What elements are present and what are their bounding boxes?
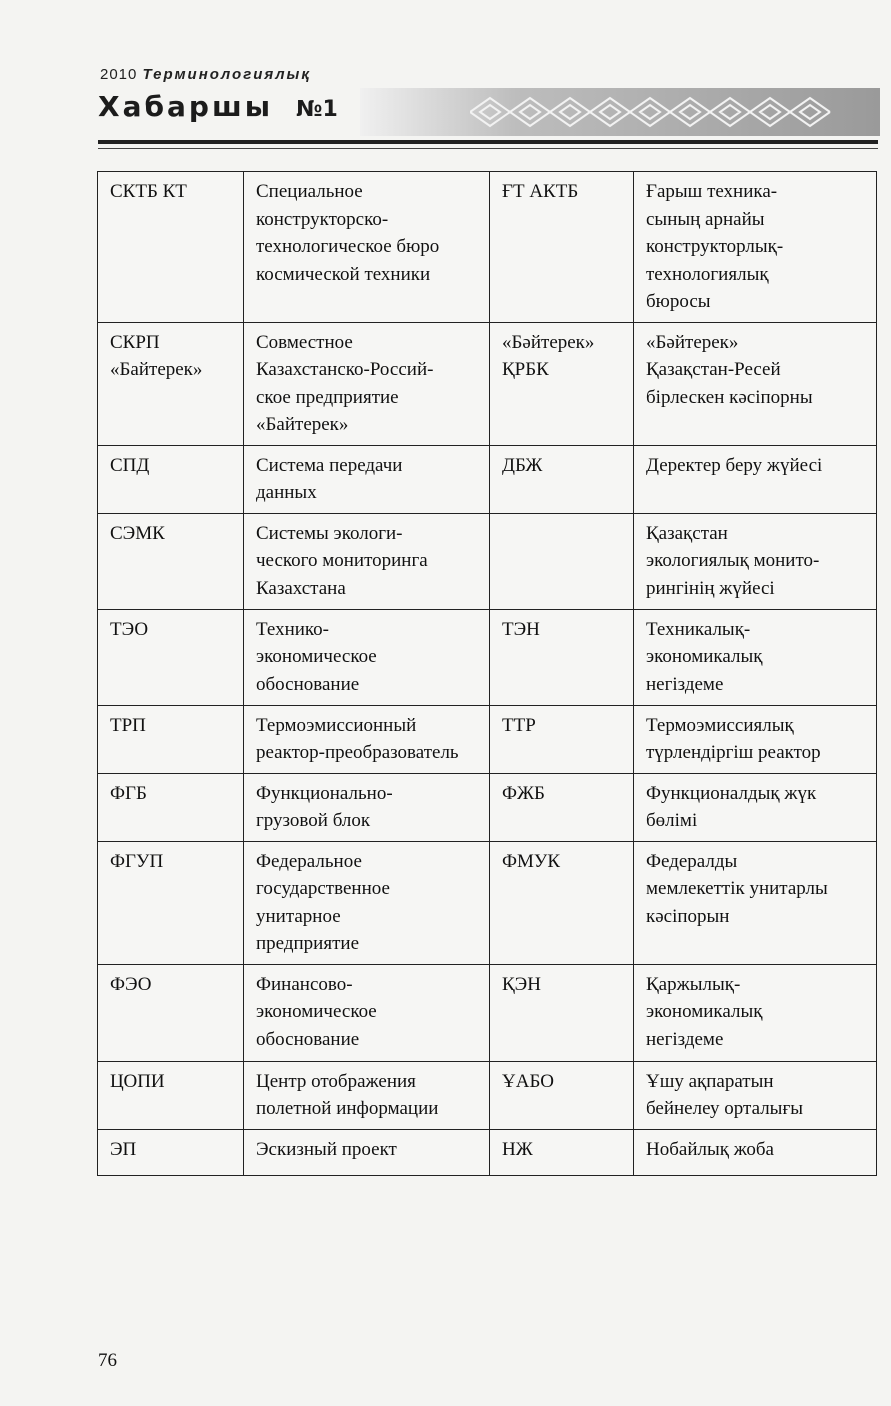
term-kz: Федералды мемлекеттік унитарлы кәсіпорын: [634, 841, 877, 964]
term-ru: Федеральное государственное унитарное предприятие: [244, 841, 490, 964]
term-kz: Деректер беру жүйесі: [634, 445, 877, 513]
issue-number: №1: [296, 97, 338, 122]
table-row: [98, 841, 877, 964]
abbreviation-ru: СПД: [98, 445, 244, 513]
abbreviation-kz: [490, 513, 634, 609]
abbreviation-kz: ФЖБ: [490, 773, 634, 841]
table-row: [98, 322, 877, 445]
table-row: [98, 609, 877, 705]
term-ru: Технико- экономическое обоснование: [244, 609, 490, 705]
term-kz: Функционалдық жүк бөлімі: [634, 773, 877, 841]
term-ru: Система передачи данных: [244, 445, 490, 513]
abbreviation-kz: ТТР: [490, 705, 634, 773]
term-ru: Эскизный проект: [244, 1129, 490, 1175]
header-divider-thin: [98, 148, 878, 149]
abbreviation-kz: ҚЭН: [490, 964, 634, 1061]
page-number: 76: [98, 1350, 117, 1371]
abbreviation-kz: ҒТ АКТБ: [490, 172, 634, 323]
abbreviation-kz: ДБЖ: [490, 445, 634, 513]
abbreviations-table: [97, 171, 877, 1176]
abbreviation-kz: ҰАБО: [490, 1061, 634, 1129]
abbreviation-ru: СЭМК: [98, 513, 244, 609]
term-ru: Финансово- экономическое обоснование: [244, 964, 490, 1061]
header-divider: [98, 140, 878, 144]
term-kz: Нобайлық жоба: [634, 1129, 877, 1175]
abbreviation-kz: НЖ: [490, 1129, 634, 1175]
term-kz: Термоэмиссиялық түрлендіргіш реактор: [634, 705, 877, 773]
term-kz: Ұшу ақпаратын бейнелеу орталығы: [634, 1061, 877, 1129]
running-header: [100, 66, 311, 83]
journal-title: Хабаршы: [98, 90, 274, 123]
table-row: [98, 773, 877, 841]
term-ru: Совместное Казахстанско-Россий- ское предприятие «Байтерек»: [244, 322, 490, 445]
header-year: 2010: [100, 66, 138, 83]
abbreviation-ru: ЦОПИ: [98, 1061, 244, 1129]
header-subtitle: Терминологиялық: [142, 66, 311, 83]
abbreviation-kz: «Бәйтерек» ҚРБК: [490, 322, 634, 445]
ornament-band: [360, 88, 880, 136]
term-kz: Қазақстан экологиялық монито- рингінің жүйесі: [634, 513, 877, 609]
term-kz: Қаржылық- экономикалық негіздеме: [634, 964, 877, 1061]
term-kz: Техникалық- экономикалық негіздеме: [634, 609, 877, 705]
abbreviation-ru: ФГУП: [98, 841, 244, 964]
term-ru: Системы экологи- ческого мониторинга Казахстана: [244, 513, 490, 609]
abbreviation-ru: ТЭО: [98, 609, 244, 705]
table-row: [98, 964, 877, 1061]
abbreviation-ru: ЭП: [98, 1129, 244, 1175]
abbreviation-ru: ТРП: [98, 705, 244, 773]
term-ru: Специальное конструкторско- технологическое бюро космической техники: [244, 172, 490, 323]
term-ru: Функционально- грузовой блок: [244, 773, 490, 841]
ornament-pattern-icon: [470, 92, 870, 132]
abbreviation-ru: СКТБ КТ: [98, 172, 244, 323]
table-row: [98, 172, 877, 323]
term-ru: Центр отображения полетной информации: [244, 1061, 490, 1129]
term-ru: Термоэмиссионный реактор-преобразователь: [244, 705, 490, 773]
table-row: [98, 1061, 877, 1129]
abbreviation-ru: СКРП «Байтерек»: [98, 322, 244, 445]
table-row: [98, 1129, 877, 1175]
table-row: [98, 445, 877, 513]
abbreviation-kz: ТЭН: [490, 609, 634, 705]
term-kz: «Бәйтерек» Қазақстан-Ресей бірлескен кәсіпорны: [634, 322, 877, 445]
abbreviation-ru: ФГБ: [98, 773, 244, 841]
term-kz: Ғарыш техника- сының арнайы конструкторлық- технологиялық бюросы: [634, 172, 877, 323]
table-row: [98, 705, 877, 773]
abbreviation-kz: ФМУК: [490, 841, 634, 964]
table-row: [98, 513, 877, 609]
abbreviation-ru: ФЭО: [98, 964, 244, 1061]
